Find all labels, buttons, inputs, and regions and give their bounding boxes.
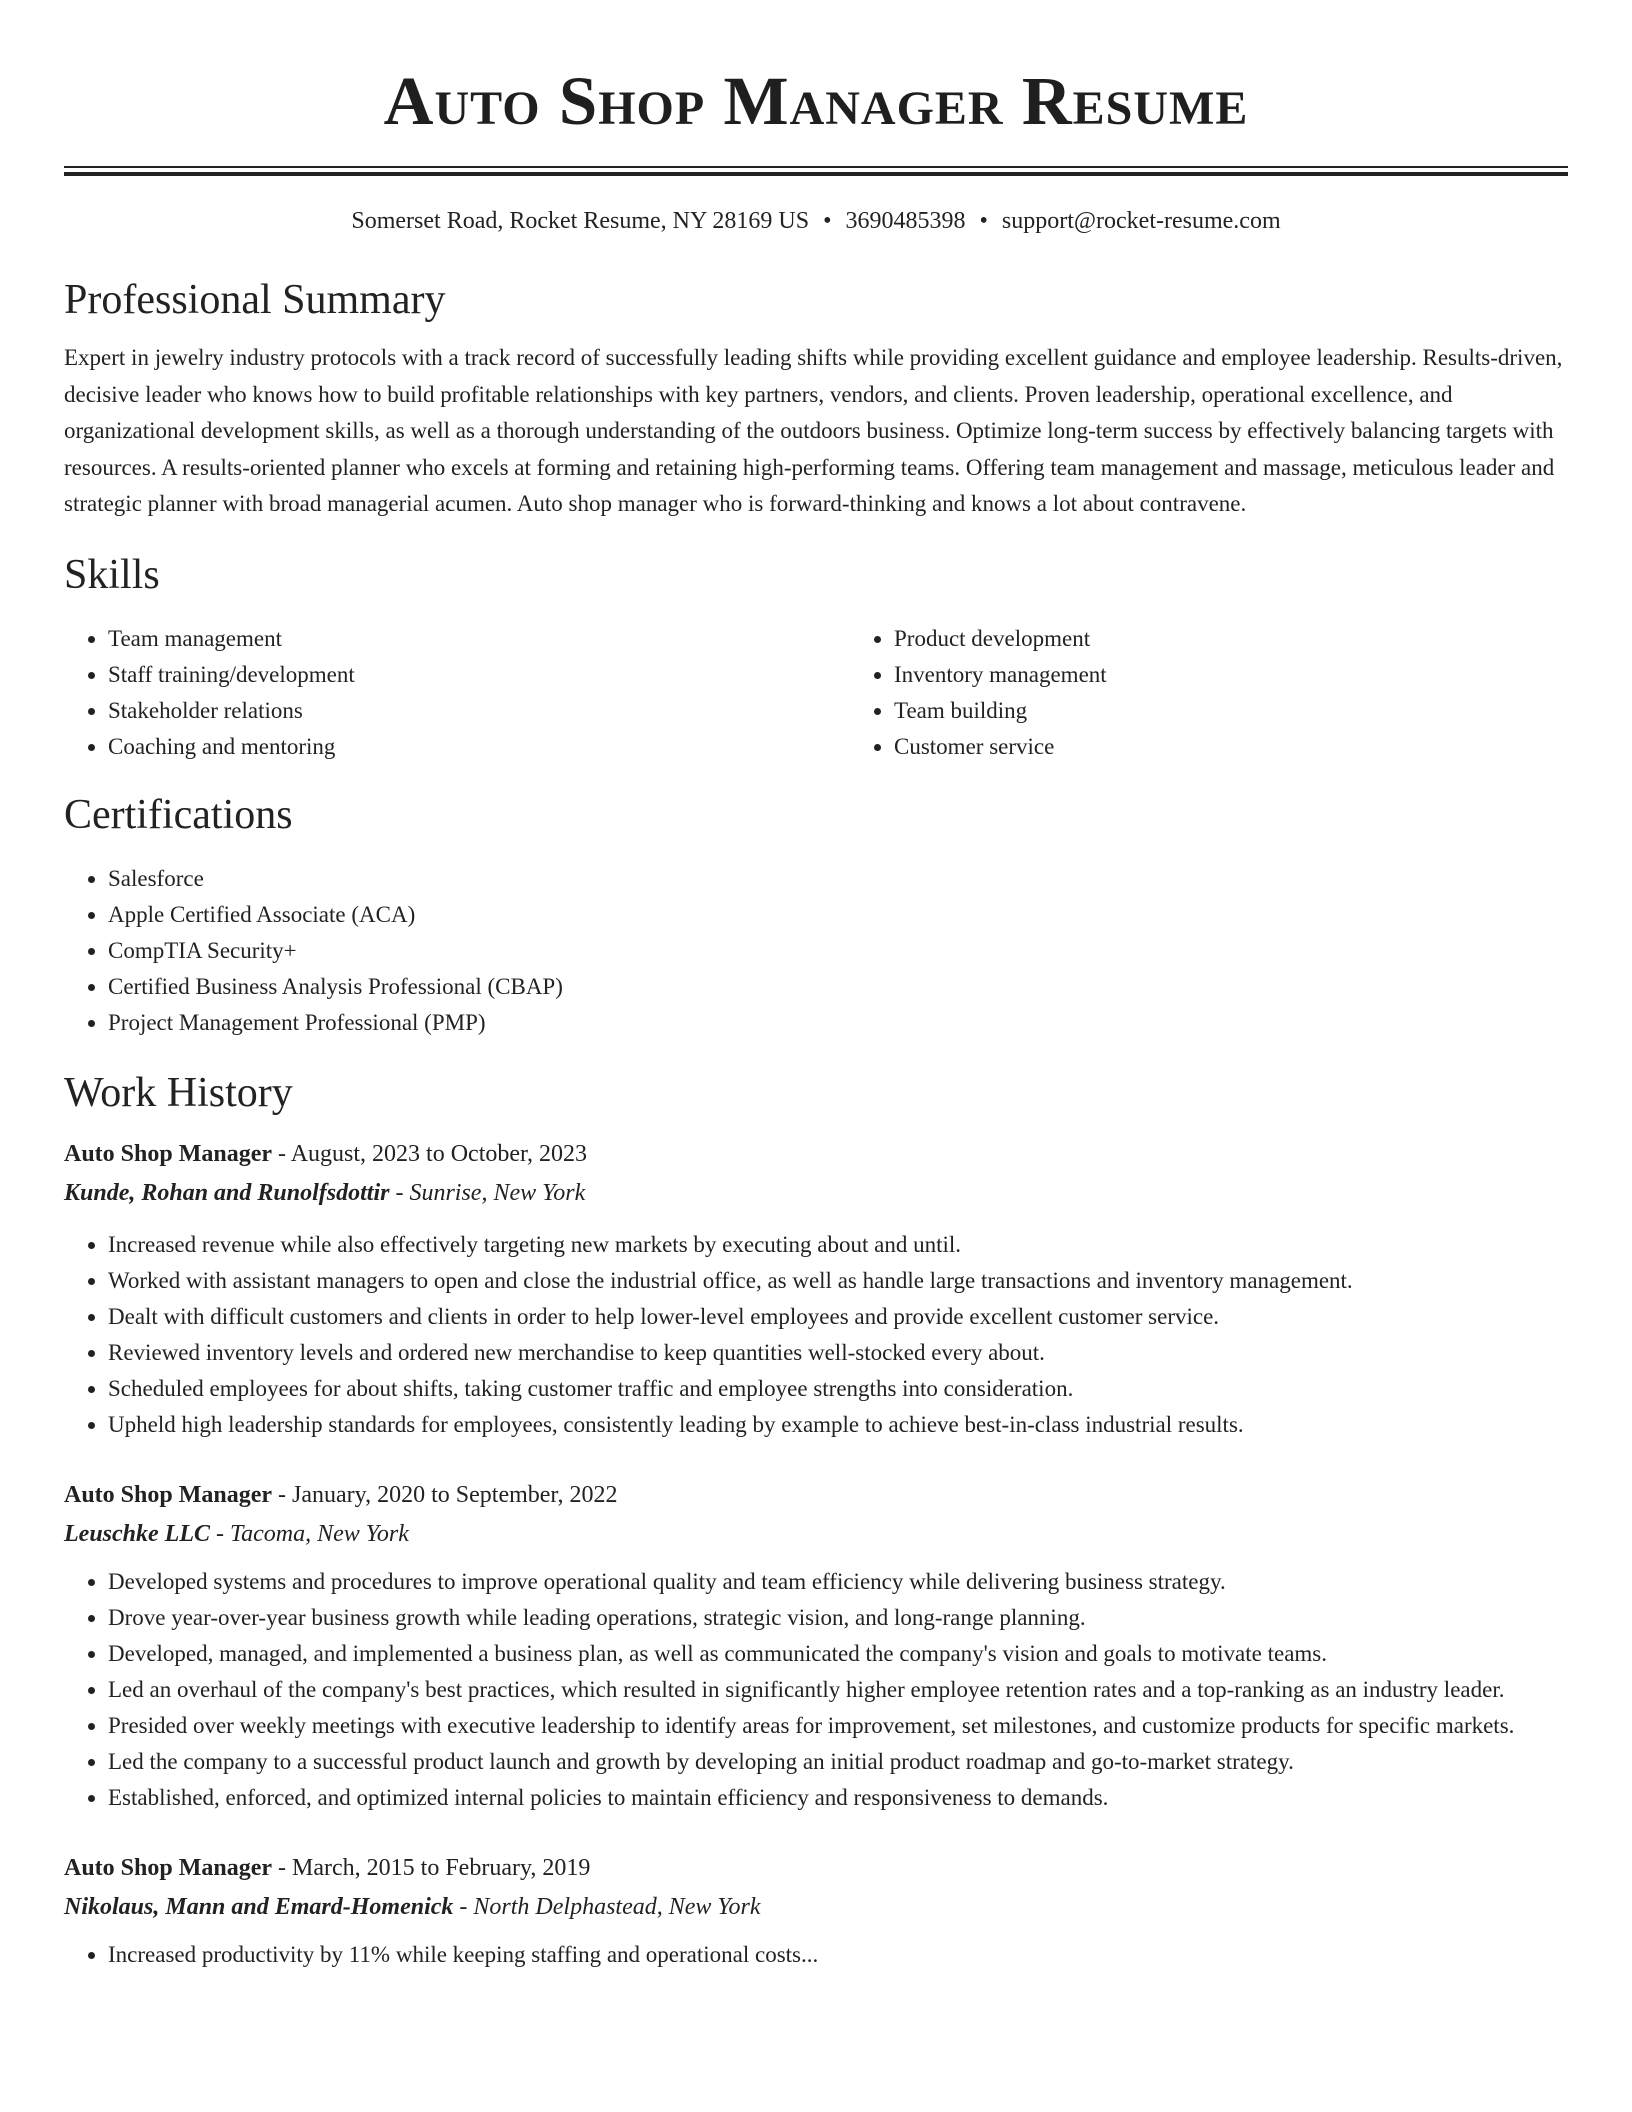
certifications-heading: Certifications — [64, 791, 293, 838]
job-title-line — [64, 1135, 1568, 1173]
job-bullet: • Led an overhaul of the company's best practices, which resulted in significantly higher employee retention rates and a top-ranking as an industry leader. — [108, 1672, 1568, 1708]
job-bullet: • Dealt with difficult customers and clients in order to help lower-level employees and provide excellent customer service. — [108, 1299, 1568, 1335]
job-company: Nikolaus, Mann and Emard-Homenick — [64, 1893, 454, 1920]
job-entry — [64, 1476, 1568, 1816]
job-company: Kunde, Rohan and Runolfsdottir — [64, 1179, 390, 1206]
skill-item: • Product development — [894, 621, 1632, 657]
job-bullet: • Scheduled employees for about shifts, taking customer traffic and employee strengths into consideration. — [108, 1371, 1568, 1407]
job-bullet: • Upheld high leadership standards for employees, consistently leading by example to achieve best-in-class industrial results. — [108, 1407, 1568, 1443]
job-company: Leuschke LLC — [64, 1520, 210, 1547]
skill-item: • Coaching and mentoring — [108, 729, 850, 765]
job-role: Auto Shop Manager — [64, 1481, 273, 1508]
job-bullet: • Developed, managed, and implemented a business plan, as well as communicated the company's vision and goals to motivate teams. — [108, 1636, 1568, 1672]
certification-item: • Project Management Professional (PMP) — [108, 1005, 1568, 1041]
contact-separator: • — [823, 208, 832, 234]
job-location: - North Delphastead, New York — [453, 1893, 761, 1920]
job-bullets — [64, 1937, 1568, 1973]
work-history-heading: Work History — [64, 1069, 293, 1116]
job-bullet: • Worked with assistant managers to open and close the industrial office, as well as handle large transactions and inventory management. — [108, 1263, 1568, 1299]
job-title-line — [64, 1476, 1568, 1514]
contact-address: Somerset Road, Rocket Resume, NY 28169 US — [351, 208, 810, 234]
job-bullet: • Increased productivity by 11% while keeping staffing and operational costs... — [108, 1937, 1568, 1973]
certification-item: • Apple Certified Associate (ACA) — [108, 897, 1568, 933]
job-bullet: • Reviewed inventory levels and ordered new merchandise to keep quantities well-stocked every about. — [108, 1335, 1568, 1371]
summary-text: Expert in jewelry industry protocols with a track record of successfully leading shifts while providing excellent guidance and employee leadership. Results-driven, decisive leader who knows how to build profitable relationships with key partners, vendors, and clients. Proven leadership, operational excellence, and organizational development skills, as well as a thorough understanding of the outdoors business. Optimize long-term success by effectively balancing targets with resources. A results-oriented planner who excels at forming and retaining high-performing teams. Offering team management and massage, meticulous leader and strategic planner with broad managerial acumen. Auto shop manager who is forward-thinking and knows a lot about contravene. — [64, 345, 1563, 516]
certification-item: • CompTIA Security+ — [108, 933, 1568, 969]
certifications-list — [64, 861, 1568, 1041]
job-role: Auto Shop Manager — [64, 1140, 273, 1167]
job-bullet: • Drove year-over-year business growth while leading operations, strategic vision, and long-range planning. — [108, 1600, 1568, 1636]
resume-title: Auto Shop Manager Resume — [383, 63, 1249, 139]
skills-heading: Skills — [64, 551, 160, 598]
certification-item: • Salesforce — [108, 861, 1568, 897]
job-location: - Tacoma, New York — [209, 1520, 409, 1547]
job-entry — [64, 1135, 1568, 1443]
title-divider — [64, 166, 1568, 176]
job-entry — [64, 1849, 1568, 1973]
contact-email: support@rocket-resume.com — [1001, 208, 1281, 234]
job-bullet: • Led the company to a successful product launch and growth by developing an initial product roadmap and go-to-market strategy. — [108, 1744, 1568, 1780]
job-bullet: • Established, enforced, and optimized internal policies to maintain efficiency and responsiveness to demands. — [108, 1780, 1568, 1816]
skills-list-right — [850, 621, 1632, 765]
skills-grid — [64, 621, 1568, 765]
job-bullet: • Presided over weekly meetings with executive leadership to identify areas for improvement, set milestones, and customize products for specific markets. — [108, 1708, 1568, 1744]
job-dates: - January, 2020 to September, 2022 — [272, 1481, 618, 1508]
job-title-line — [64, 1849, 1568, 1887]
skill-item: • Team building — [894, 693, 1632, 729]
skill-item: • Inventory management — [894, 657, 1632, 693]
contact-line — [64, 206, 1568, 236]
contact-separator: • — [979, 208, 988, 234]
job-company-line — [64, 1887, 1568, 1927]
job-bullets — [64, 1227, 1568, 1443]
job-role: Auto Shop Manager — [64, 1854, 273, 1881]
job-bullet: • Developed systems and procedures to improve operational quality and team efficiency while delivering business strategy. — [108, 1564, 1568, 1600]
job-dates: - March, 2015 to February, 2019 — [272, 1854, 591, 1881]
skills-list-left — [64, 621, 850, 765]
job-location: - Sunrise, New York — [389, 1179, 586, 1206]
certification-item: • Certified Business Analysis Professional (CBAP) — [108, 969, 1568, 1005]
skill-item: • Team management — [108, 621, 850, 657]
job-dates: - August, 2023 to October, 2023 — [272, 1140, 588, 1167]
skill-item: • Staff training/development — [108, 657, 850, 693]
job-company-line — [64, 1173, 1568, 1213]
job-bullets — [64, 1564, 1568, 1816]
contact-phone: 3690485398 — [845, 208, 966, 234]
summary-heading: Professional Summary — [64, 277, 446, 323]
skill-item: • Stakeholder relations — [108, 693, 850, 729]
job-bullet: • Increased revenue while also effectively targeting new markets by executing about and until. — [108, 1227, 1568, 1263]
job-company-line — [64, 1514, 1568, 1554]
skill-item: • Customer service — [894, 729, 1632, 765]
